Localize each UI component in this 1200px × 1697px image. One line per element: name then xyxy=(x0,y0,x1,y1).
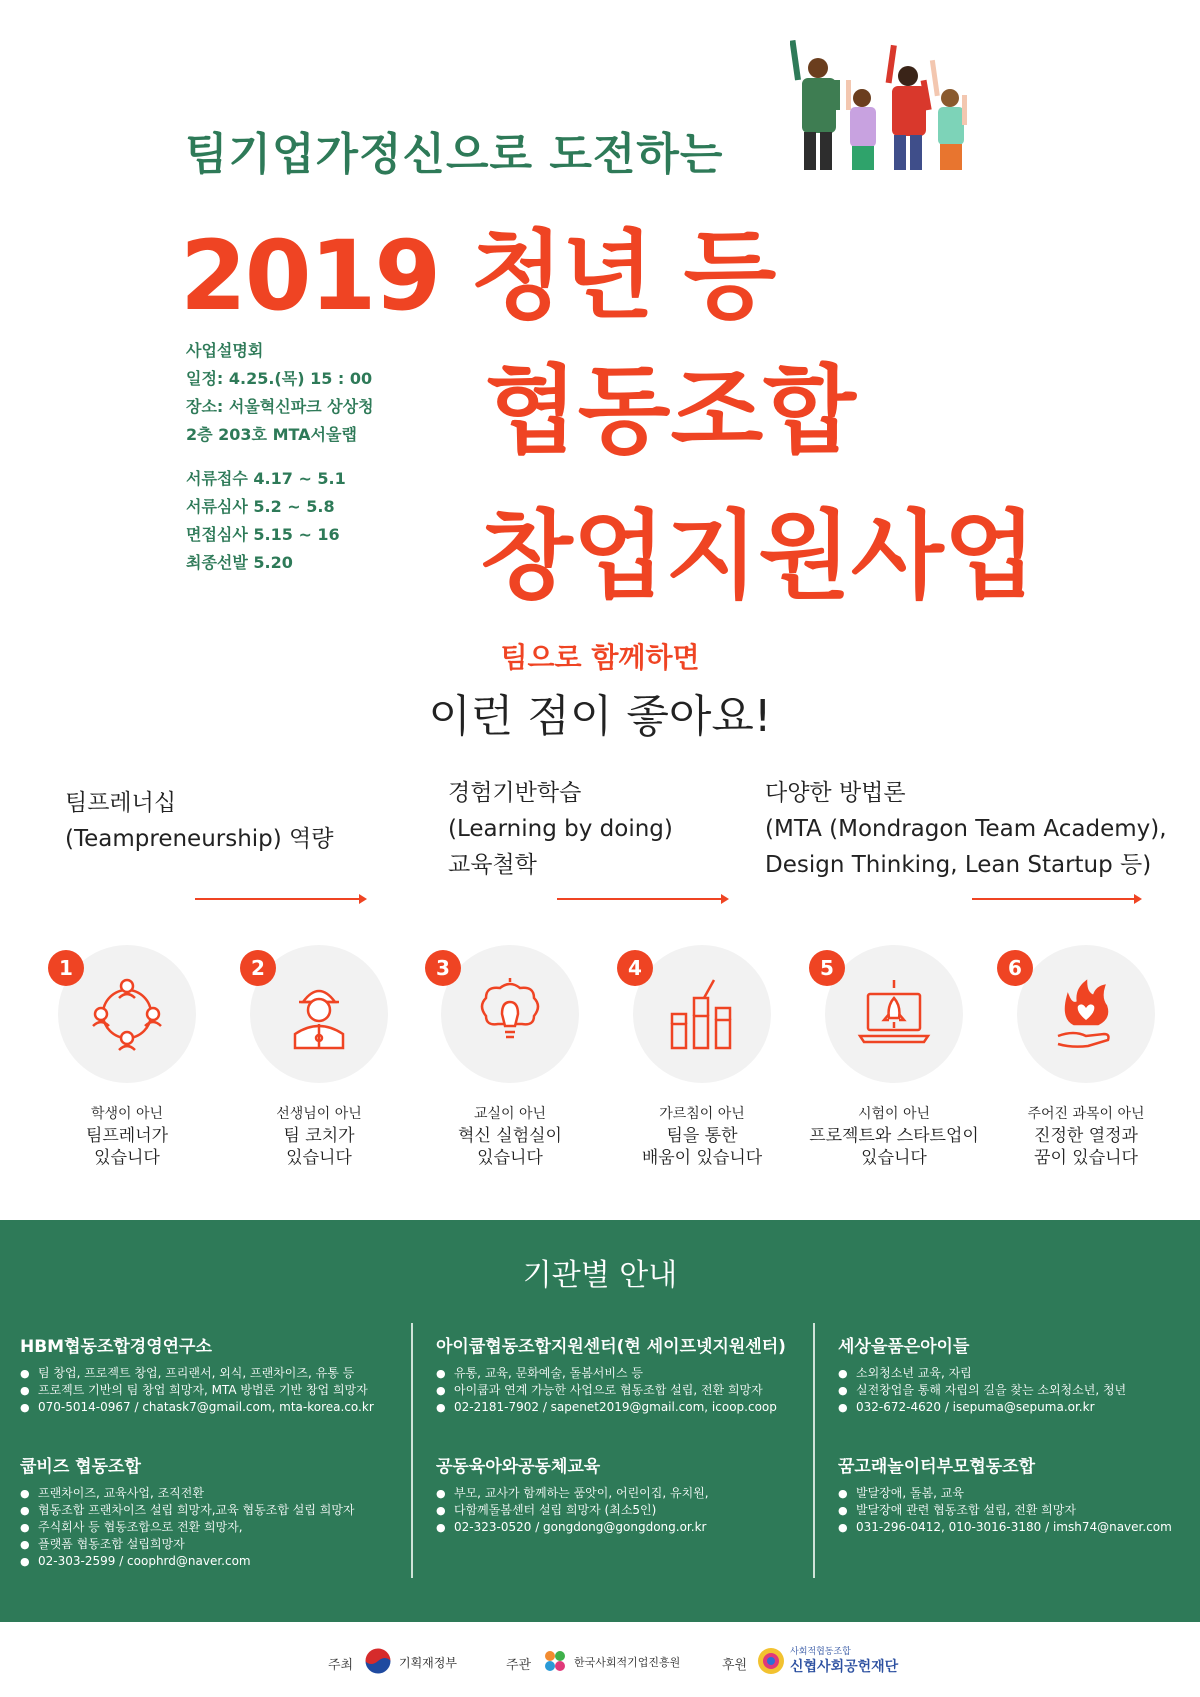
sponsor-small-label: 사회적협동조합 xyxy=(790,1647,851,1657)
org-detail: ● 다함께돌봄센터 설립 희망자 (최소5인) xyxy=(436,1502,709,1519)
header-subtitle: 팀기업가정신으로 도전하는 xyxy=(185,129,724,180)
org-detail: ● 주식회사 등 협동조합으로 전환 희망자, xyxy=(20,1519,355,1536)
org-detail: ● 팀 창업, 프로젝트 창업, 프리랜서, 외식, 프랜차이즈, 유통 등 xyxy=(20,1365,374,1382)
date-item: 최종선발 5.20 xyxy=(186,553,293,572)
org-detail: ● 프로젝트 기반의 팀 창업 희망자, MTA 방법론 기반 창업 희망자 xyxy=(20,1382,374,1399)
caption-top: 가르침이 아닌 xyxy=(659,1106,745,1122)
caption-top: 학생이 아닌 xyxy=(90,1106,164,1122)
caption-top: 시험이 아닌 xyxy=(857,1106,931,1122)
org-name: 세상을품은아이들 xyxy=(838,1337,970,1357)
badge-1: 1 xyxy=(48,950,84,986)
org-coopbiz xyxy=(20,1452,355,1570)
laptop-rocket-icon xyxy=(856,976,932,1052)
benefit-caption-4 xyxy=(612,1103,792,1169)
feature-methodologies xyxy=(765,775,1167,883)
org-detail: ● 발달장애, 돌봄, 교육 xyxy=(838,1485,1172,1502)
organizer-label: 주관 xyxy=(506,1658,532,1673)
title-line-2: 협동조합 xyxy=(485,355,856,467)
session-room: 2층 203호 MTA서울랩 xyxy=(186,425,357,444)
badge-4: 4 xyxy=(617,950,653,986)
org-detail: ● 070-5014-0967 / chatask7@gmail.com, mta-korea.co.kr xyxy=(20,1399,374,1416)
date-item: 면접심사 5.15 ~ 16 xyxy=(186,525,340,544)
benefit-circle-5 xyxy=(825,945,963,1083)
caption-main: 있습니다 xyxy=(286,1148,352,1168)
caption-top: 주어진 과목이 아닌 xyxy=(1027,1106,1145,1122)
date-item: 서류심사 5.2 ~ 5.8 xyxy=(186,497,335,516)
caption-main: 팀을 통한 xyxy=(666,1126,738,1146)
session-info xyxy=(186,337,374,449)
badge-2: 2 xyxy=(240,950,276,986)
feature-teampreneurship xyxy=(65,785,334,857)
caption-top: 선생님이 아닌 xyxy=(276,1106,362,1122)
feature-learning-by-doing xyxy=(448,775,673,883)
org-detail: ● 프랜차이즈, 교육사업, 조직전환 xyxy=(20,1485,355,1502)
feature-line: 경험기반학습 xyxy=(448,780,582,806)
org-detail: ● 02-323-0520 / gongdong@gongdong.or.kr xyxy=(436,1519,709,1536)
heart-flame-icon xyxy=(1048,976,1124,1052)
benefit-caption-6 xyxy=(996,1103,1176,1169)
host-name: 기획재정부 xyxy=(399,1656,457,1670)
org-detail: ● 실전창업을 통해 자립의 길을 찾는 소외청소년, 청년 xyxy=(838,1382,1126,1399)
title-year-line: 2019 청년 등 xyxy=(180,220,775,332)
benefit-caption-2 xyxy=(229,1103,409,1169)
org-hbm xyxy=(20,1332,374,1416)
org-name: 아이쿱협동조합지원센터(현 세이프넷지원센터) xyxy=(436,1337,786,1357)
arrow-divider xyxy=(972,898,1140,900)
session-schedule: 일정: 4.25.(목) 15 : 00 xyxy=(186,369,373,388)
badge-3: 3 xyxy=(425,950,461,986)
org-detail: ● 플랫폼 협동조합 설립희망자 xyxy=(20,1536,355,1553)
org-icoop xyxy=(436,1332,786,1416)
feature-line: (MTA (Mondragon Team Academy), xyxy=(765,816,1167,842)
title-line-3: 창업지원사업 xyxy=(480,500,1037,612)
org-guide-title: 기관별 안내 xyxy=(522,1258,678,1293)
caption-top: 교실이 아닌 xyxy=(473,1106,547,1122)
benefit-circle-3 xyxy=(441,945,579,1083)
session-label: 사업설명회 xyxy=(186,341,264,360)
date-item: 서류접수 4.17 ~ 5.1 xyxy=(186,469,346,488)
org-detail: ● 유통, 교육, 문화예술, 돌봄서비스 등 xyxy=(436,1365,786,1382)
sponsor-label: 후원 xyxy=(722,1658,748,1673)
caption-main: 진정한 열정과 xyxy=(1034,1126,1138,1146)
caption-main: 배움이 있습니다 xyxy=(641,1148,763,1168)
badge-6: 6 xyxy=(997,950,1033,986)
caption-main: 꿈이 있습니다 xyxy=(1034,1148,1138,1168)
kosea-logo-icon xyxy=(540,1646,570,1676)
org-kumgorae xyxy=(838,1452,1172,1536)
org-sepuma xyxy=(838,1332,1126,1416)
org-detail: ● 02-303-2599 / coophrd@naver.com xyxy=(20,1553,355,1570)
org-detail: ● 협동조합 프랜차이즈 설립 희망자,교육 협동조합 설립 희망자 xyxy=(20,1502,355,1519)
org-name: HBM협동조합경영연구소 xyxy=(20,1337,212,1357)
caption-main: 있습니다 xyxy=(477,1148,543,1168)
badge-5: 5 xyxy=(809,950,845,986)
host-label: 주최 xyxy=(328,1658,354,1673)
caption-main: 있습니다 xyxy=(94,1148,160,1168)
benefit-caption-5 xyxy=(804,1103,984,1169)
benefit-caption-1 xyxy=(37,1103,217,1169)
org-detail: ● 032-672-4620 / isepuma@sepuma.or.kr xyxy=(838,1399,1126,1416)
org-detail: ● 발달장애 관련 협동조합 설립, 전환 희망자 xyxy=(838,1502,1172,1519)
arrow-divider xyxy=(557,898,727,900)
caption-main: 있습니다 xyxy=(861,1148,927,1168)
schedule-dates xyxy=(186,465,346,577)
org-detail: ● 031-296-0412, 010-3016-3180 / imsh74@naver.com xyxy=(838,1519,1172,1536)
moef-logo-icon xyxy=(363,1646,393,1676)
feature-line: Design Thinking, Lean Startup 등) xyxy=(765,852,1152,878)
arrow-divider xyxy=(195,898,365,900)
org-detail: ● 부모, 교사가 함께하는 품앗이, 어린이집, 유치원, xyxy=(436,1485,709,1502)
coach-icon xyxy=(281,976,357,1052)
org-name: 공동육아와공동체교육 xyxy=(436,1457,601,1477)
feature-line: 다양한 방법론 xyxy=(765,780,906,806)
sponsor-name: 신협사회공헌재단 xyxy=(790,1659,899,1675)
org-name: 꿈고래놀이터부모협동조합 xyxy=(838,1457,1036,1477)
org-detail: ● 소외청소년 교육, 자립 xyxy=(838,1365,1126,1382)
feature-line: (Learning by doing) xyxy=(448,816,673,842)
caption-main: 혁신 실험실이 xyxy=(458,1126,562,1146)
benefits-title: 이런 점이 좋아요! xyxy=(428,691,772,742)
organizer-name: 한국사회적기업진흥원 xyxy=(574,1656,681,1669)
feature-line: 교육철학 xyxy=(448,852,537,878)
org-gongdong xyxy=(436,1452,709,1536)
raised-hands-icon xyxy=(664,976,740,1052)
caption-main: 팀 코치가 xyxy=(283,1126,355,1146)
feature-line: (Teampreneurship) 역량 xyxy=(65,826,334,852)
column-divider xyxy=(411,1323,413,1578)
benefit-circle-6 xyxy=(1017,945,1155,1083)
org-name: 쿱비즈 협동조합 xyxy=(20,1457,141,1477)
sponsors-footer xyxy=(0,1622,1200,1697)
feature-line: 팀프레너십 xyxy=(65,790,177,816)
session-place: 장소: 서울혁신파크 상상청 xyxy=(186,397,374,416)
team-network-icon xyxy=(89,976,165,1052)
shinhyup-logo-icon xyxy=(756,1646,786,1676)
org-guide-section xyxy=(0,1220,1200,1622)
caption-main: 팀프레너가 xyxy=(85,1126,169,1146)
cheering-people-illustration xyxy=(790,40,1000,175)
org-detail: ● 02-2181-7902 / sapenet2019@gmail.com, icoop.coop xyxy=(436,1399,786,1416)
column-divider xyxy=(813,1323,815,1578)
benefit-caption-3 xyxy=(420,1103,600,1169)
org-detail: ● 아이쿱과 연계 가능한 사업으로 협동조합 설립, 전환 희망자 xyxy=(436,1382,786,1399)
caption-main: 프로젝트와 스타트업이 xyxy=(809,1126,979,1146)
brain-bulb-icon xyxy=(472,976,548,1052)
benefit-circle-4 xyxy=(633,945,771,1083)
benefits-kicker: 팀으로 함께하면 xyxy=(500,641,700,674)
